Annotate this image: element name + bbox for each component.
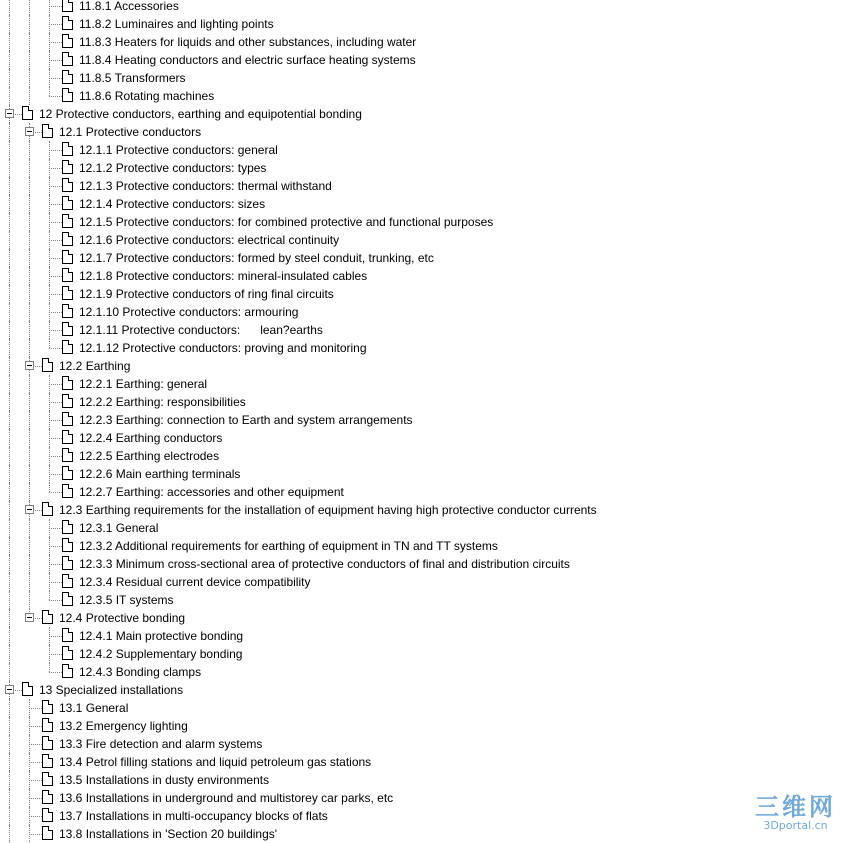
- document-icon: [62, 520, 73, 534]
- tree-leaf-item[interactable]: [0, 807, 844, 825]
- tree-connector-line: [49, 24, 62, 25]
- tree-leaf-item[interactable]: [0, 663, 844, 681]
- tree-guide-line: [29, 573, 30, 591]
- collapse-toggle-icon[interactable]: [25, 613, 34, 622]
- tree-item-label[interactable]: 12.1.5 Protective conductors: for combined protective and functional purposes: [79, 215, 494, 229]
- document-icon: [62, 196, 73, 210]
- tree-leaf-item[interactable]: [0, 537, 844, 555]
- tree-guide-line: [29, 411, 30, 429]
- tree-leaf-item[interactable]: [0, 519, 844, 537]
- tree-connector-line: [49, 456, 62, 457]
- document-icon: [42, 502, 53, 516]
- document-icon: [62, 340, 73, 354]
- tree-item-label[interactable]: 12.1.11 Protective conductors: lean?earths: [79, 323, 323, 337]
- tree-item-label[interactable]: 12.2.4 Earthing conductors: [79, 431, 223, 445]
- tree-connector-line: [49, 42, 62, 43]
- tree-guide-line: [9, 717, 10, 735]
- tree-guide-line: [29, 555, 30, 573]
- tree-connector-line: [49, 240, 62, 241]
- tree-guide-line: [49, 0, 50, 15]
- tree-connector-line: [49, 582, 62, 583]
- document-icon: [62, 448, 73, 462]
- document-icon: [62, 628, 73, 642]
- tree-guide-line: [29, 141, 30, 159]
- document-icon: [42, 808, 53, 822]
- document-icon: [62, 0, 73, 12]
- tree-guide-line: [29, 213, 30, 231]
- document-icon: [62, 412, 73, 426]
- tree-guide-line: [29, 465, 30, 483]
- tree-item-label[interactable]: 12.1.9 Protective conductors of ring final circuits: [79, 287, 334, 301]
- tree-item-label[interactable]: 13 Specialized installations: [39, 683, 184, 697]
- tree-item-label[interactable]: 12 Protective conductors, earthing and equipotential bonding: [39, 107, 362, 121]
- tree-item-label[interactable]: 13.5 Installations in dusty environments: [59, 773, 270, 787]
- tree-connector-line: [49, 672, 62, 673]
- tree-item-label[interactable]: 11.8.5 Transformers: [79, 71, 186, 85]
- document-icon: [62, 556, 73, 570]
- tree-connector-line: [49, 546, 62, 547]
- tree-guide-line: [29, 429, 30, 447]
- tree-leaf-item[interactable]: [0, 231, 844, 249]
- document-icon: [62, 394, 73, 408]
- tree-item-label[interactable]: 12.4 Protective bonding: [59, 611, 186, 625]
- tree-connector-line: [49, 330, 62, 331]
- tree-guide-line: [29, 33, 30, 51]
- document-icon: [42, 610, 53, 624]
- tree-leaf-item[interactable]: [0, 465, 844, 483]
- tree-guide-line: [9, 339, 10, 357]
- tree-leaf-item[interactable]: [0, 429, 844, 447]
- document-icon: [62, 574, 73, 588]
- tree-guide-line: [9, 537, 10, 555]
- tree-item-label[interactable]: 12.2.6 Main earthing terminals: [79, 467, 241, 481]
- tree-item-label[interactable]: 12.4.1 Main protective bonding: [79, 629, 244, 643]
- tree-connector-line: [49, 474, 62, 475]
- document-icon: [62, 322, 73, 336]
- tree-leaf-item[interactable]: [0, 789, 844, 807]
- tree-guide-line: [49, 483, 50, 492]
- tree-leaf-item[interactable]: [0, 483, 844, 501]
- tree-guide-line: [29, 159, 30, 177]
- tree-connector-line: [49, 6, 62, 7]
- tree-connector-line: [49, 348, 62, 349]
- collapse-toggle-icon[interactable]: [5, 109, 14, 118]
- tree-item-label[interactable]: 12.2.2 Earthing: responsibilities: [79, 395, 246, 409]
- tree-leaf-item[interactable]: [0, 825, 844, 843]
- tree-leaf-item[interactable]: [0, 303, 844, 321]
- tree-guide-line: [9, 825, 10, 843]
- tree-guide-line: [29, 285, 30, 303]
- tree-item-label[interactable]: 12.2.3 Earthing: connection to Earth and system arrangements: [79, 413, 413, 427]
- tree-guide-line: [9, 789, 10, 807]
- tree-guide-line: [29, 51, 30, 69]
- tree-guide-line: [9, 483, 10, 501]
- tree-item-label[interactable]: 12.4.3 Bonding clamps: [79, 665, 202, 679]
- tree-guide-line: [9, 33, 10, 51]
- tree-guide-line: [29, 321, 30, 339]
- tree-item-label[interactable]: 12.2.7 Earthing: accessories and other equipment: [79, 485, 344, 499]
- tree-leaf-item[interactable]: [0, 33, 844, 51]
- tree-item-label[interactable]: 12.2.5 Earthing electrodes: [79, 449, 220, 463]
- tree-item-label[interactable]: 12.4.2 Supplementary bonding: [79, 647, 243, 661]
- tree-item-label[interactable]: 12.3.4 Residual current device compatibility: [79, 575, 311, 589]
- tree-leaf-item[interactable]: [0, 753, 844, 771]
- tree-item-label[interactable]: 13.3 Fire detection and alarm systems: [59, 737, 263, 751]
- tree-connector-line: [49, 528, 62, 529]
- tree-connector-line: [49, 654, 62, 655]
- tree-guide-line: [29, 195, 30, 213]
- document-icon: [22, 106, 33, 120]
- tree-leaf-item[interactable]: [0, 771, 844, 789]
- tree-guide-line: [9, 15, 10, 33]
- tree-item-label[interactable]: 12.2 Earthing: [59, 359, 131, 373]
- tree-connector-line: [49, 186, 62, 187]
- document-icon: [42, 772, 53, 786]
- tree-guide-line: [29, 0, 30, 15]
- tree-connector-line: [49, 384, 62, 385]
- tree-connector-line: [49, 492, 62, 493]
- tree-item-label[interactable]: 12.3 Earthing requirements for the installation of equipment having high protective conductor currents: [59, 503, 597, 517]
- tree-item-label[interactable]: 12.3.3 Minimum cross-sectional area of protective conductors of final and distribution circuits: [79, 557, 570, 571]
- tree-guide-line: [29, 231, 30, 249]
- tree-guide-line: [29, 303, 30, 321]
- document-icon: [62, 592, 73, 606]
- tree-item-label[interactable]: 13.4 Petrol filling stations and liquid petroleum gas stations: [59, 755, 372, 769]
- tree-leaf-item[interactable]: [0, 285, 844, 303]
- tree-guide-line: [9, 231, 10, 249]
- document-icon: [62, 16, 73, 30]
- document-icon: [42, 736, 53, 750]
- document-icon: [62, 232, 73, 246]
- tree-connector-line: [29, 834, 42, 835]
- tree-item-label[interactable]: 12.3.1 General: [79, 521, 159, 535]
- tree-guide-line: [9, 519, 10, 537]
- document-icon: [62, 178, 73, 192]
- tree-guide-line: [29, 537, 30, 555]
- document-icon: [62, 250, 73, 264]
- document-icon: [62, 214, 73, 228]
- tree-guide-line: [9, 555, 10, 573]
- tree-connector-line: [49, 204, 62, 205]
- tree-item-label[interactable]: 12.1.10 Protective conductors: armouring: [79, 305, 299, 319]
- tree-connector-line: [29, 798, 42, 799]
- tree-item-label[interactable]: 11.8.3 Heaters for liquids and other substances, including water: [79, 35, 417, 49]
- collapse-toggle-icon[interactable]: [25, 505, 34, 514]
- collapse-toggle-icon[interactable]: [5, 685, 14, 694]
- collapse-toggle-icon[interactable]: [25, 127, 34, 136]
- tree-connector-line: [49, 258, 62, 259]
- tree-folder-item[interactable]: [0, 501, 844, 519]
- document-icon: [22, 682, 33, 696]
- document-icon: [62, 70, 73, 84]
- tree-guide-line: [9, 285, 10, 303]
- tree-leaf-item[interactable]: [0, 0, 844, 15]
- tree-leaf-item[interactable]: [0, 447, 844, 465]
- tree-item-label[interactable]: 13.6 Installations in underground and multistorey car parks, etc: [59, 791, 394, 805]
- watermark-logo: [755, 794, 836, 832]
- tree-folder-item[interactable]: [0, 357, 844, 375]
- tree-guide-line: [49, 339, 50, 348]
- tree-item-label[interactable]: 12.2.1 Earthing: general: [79, 377, 208, 391]
- tree-item-label[interactable]: 12.3.5 IT systems: [79, 593, 174, 607]
- tree-guide-line: [9, 663, 10, 681]
- tree-guide-line: [29, 15, 30, 33]
- tree-connector-line: [49, 564, 62, 565]
- tree-leaf-item[interactable]: [0, 555, 844, 573]
- tree-leaf-item[interactable]: [0, 339, 844, 357]
- tree-guide-line: [29, 519, 30, 537]
- document-icon: [42, 124, 53, 138]
- tree-connector-line: [49, 276, 62, 277]
- tree-leaf-item[interactable]: [0, 591, 844, 609]
- document-icon: [62, 304, 73, 318]
- tree-guide-line: [9, 807, 10, 825]
- tree-item-label[interactable]: 11.8.2 Luminaires and lighting points: [79, 17, 274, 31]
- tree-item-label[interactable]: 12.1.8 Protective conductors: mineral-insulated cables: [79, 269, 368, 283]
- tree-item-label[interactable]: 11.8.6 Rotating machines: [79, 89, 215, 103]
- tree-guide-line: [9, 0, 10, 15]
- document-icon: [42, 700, 53, 714]
- tree-guide-line: [9, 375, 10, 393]
- tree-guide-line: [9, 303, 10, 321]
- tree-guide-line: [9, 213, 10, 231]
- document-icon: [42, 358, 53, 372]
- tree-connector-line: [29, 762, 42, 763]
- document-icon: [62, 466, 73, 480]
- tree-guide-line: [9, 645, 10, 663]
- tree-guide-line: [9, 123, 10, 141]
- tree-guide-line: [9, 699, 10, 717]
- tree-guide-line: [9, 573, 10, 591]
- tree-item-label[interactable]: 12.1.4 Protective conductors: sizes: [79, 197, 266, 211]
- tree-guide-line: [29, 69, 30, 87]
- tree-item-label[interactable]: 13.1 General: [59, 701, 129, 715]
- tree-guide-line: [9, 267, 10, 285]
- tree-guide-line: [9, 609, 10, 627]
- tree-guide-line: [9, 69, 10, 87]
- document-icon: [62, 484, 73, 498]
- tree-item-label[interactable]: 12.1.1 Protective conductors: general: [79, 143, 278, 157]
- tree-connector-line: [29, 726, 42, 727]
- tree-guide-line: [9, 447, 10, 465]
- document-icon: [62, 52, 73, 66]
- tree-guide-line: [49, 87, 50, 96]
- tree-guide-line: [9, 735, 10, 753]
- tree-connector-line: [49, 150, 62, 151]
- tree-folder-item[interactable]: [0, 609, 844, 627]
- watermark-url: 3Dportal.cn: [763, 819, 828, 832]
- tree-item-label[interactable]: 12.1.2 Protective conductors: types: [79, 161, 267, 175]
- tree-leaf-item[interactable]: [0, 375, 844, 393]
- tree-item-label[interactable]: 12.1.12 Protective conductors: proving and monitoring: [79, 341, 367, 355]
- tree-guide-line: [9, 411, 10, 429]
- tree-guide-line: [9, 51, 10, 69]
- tree-leaf-item[interactable]: [0, 393, 844, 411]
- tree-leaf-item[interactable]: [0, 573, 844, 591]
- tree-leaf-item[interactable]: [0, 411, 844, 429]
- tree-leaf-item[interactable]: [0, 213, 844, 231]
- document-icon: [42, 718, 53, 732]
- tree-connector-line: [49, 312, 62, 313]
- document-icon: [62, 34, 73, 48]
- document-icon: [62, 88, 73, 102]
- tree-guide-line: [9, 177, 10, 195]
- tree-connector-line: [29, 708, 42, 709]
- tree-connector-line: [49, 636, 62, 637]
- tree-guide-line: [9, 159, 10, 177]
- tree-connector-line: [49, 222, 62, 223]
- document-icon: [62, 160, 73, 174]
- document-icon: [42, 790, 53, 804]
- tree-connector-line: [29, 816, 42, 817]
- document-icon: [62, 664, 73, 678]
- tree-leaf-item[interactable]: [0, 321, 844, 339]
- tree-leaf-item[interactable]: [0, 717, 844, 735]
- tree-item-label[interactable]: 13.2 Emergency lighting: [59, 719, 188, 733]
- tree-guide-line: [9, 87, 10, 105]
- tree-folder-item[interactable]: [0, 123, 844, 141]
- document-icon: [62, 538, 73, 552]
- tree-connector-line: [49, 438, 62, 439]
- tree-connector-line: [49, 96, 62, 97]
- tree-guide-line: [29, 393, 30, 411]
- tree-item-label[interactable]: 12.3.2 Additional requirements for earthing of equipment in TN and TT systems: [79, 539, 498, 553]
- tree-connector-line: [49, 402, 62, 403]
- document-icon: [62, 268, 73, 282]
- collapse-toggle-icon[interactable]: [25, 361, 34, 370]
- tree-folder-item[interactable]: [0, 105, 844, 123]
- tree-leaf-item[interactable]: [0, 51, 844, 69]
- tree-guide-line: [29, 447, 30, 465]
- tree-leaf-item[interactable]: [0, 141, 844, 159]
- tree-guide-line: [29, 87, 30, 105]
- tree-leaf-item[interactable]: [0, 249, 844, 267]
- tree-leaf-item[interactable]: [0, 177, 844, 195]
- tree-guide-line: [9, 753, 10, 771]
- tree-guide-line: [9, 195, 10, 213]
- tree-guide-line: [29, 483, 30, 501]
- document-icon: [62, 142, 73, 156]
- tree-guide-line: [9, 501, 10, 519]
- tree-guide-line: [9, 627, 10, 645]
- document-icon: [42, 754, 53, 768]
- tree-connector-line: [49, 294, 62, 295]
- tree-guide-line: [9, 321, 10, 339]
- tree-guide-line: [9, 429, 10, 447]
- tree-connector-line: [49, 60, 62, 61]
- tree-folder-item[interactable]: [0, 681, 844, 699]
- tree-item-label[interactable]: 12.1.7 Protective conductors: formed by steel conduit, trunking, etc: [79, 251, 434, 265]
- tree-leaf-item[interactable]: [0, 15, 844, 33]
- tree-item-label[interactable]: 12.1.3 Protective conductors: thermal withstand: [79, 179, 332, 193]
- tree-guide-line: [9, 771, 10, 789]
- tree-leaf-item[interactable]: [0, 87, 844, 105]
- tree-guide-line: [9, 465, 10, 483]
- document-icon: [62, 430, 73, 444]
- tree-connector-line: [49, 78, 62, 79]
- tree-guide-line: [9, 249, 10, 267]
- document-icon: [42, 826, 53, 840]
- tree-leaf-item[interactable]: [0, 699, 844, 717]
- tree-guide-line: [29, 591, 30, 609]
- document-icon: [62, 286, 73, 300]
- tree-guide-line: [9, 591, 10, 609]
- tree-connector-line: [29, 744, 42, 745]
- tree-connector-line: [29, 780, 42, 781]
- tree-guide-line: [29, 267, 30, 285]
- tree-item-label[interactable]: 13.7 Installations in multi-occupancy blocks of flats: [59, 809, 328, 823]
- tree-leaf-item[interactable]: [0, 627, 844, 645]
- tree-guide-line: [9, 393, 10, 411]
- tree-connector-line: [49, 168, 62, 169]
- tree-guide-line: [29, 375, 30, 393]
- tree-guide-line: [9, 357, 10, 375]
- tree-connector-line: [49, 600, 62, 601]
- tree-guide-line: [9, 141, 10, 159]
- tree-leaf-item[interactable]: [0, 195, 844, 213]
- tree-guide-line: [29, 177, 30, 195]
- watermark-text: 三维网: [755, 793, 836, 821]
- tree-item-label[interactable]: 11.8.4 Heating conductors and electric surface heating systems: [79, 53, 416, 67]
- tree-leaf-item[interactable]: [0, 159, 844, 177]
- tree-leaf-item[interactable]: [0, 267, 844, 285]
- tree-item-label[interactable]: 11.8.1 Accessories: [79, 0, 179, 13]
- document-icon: [62, 646, 73, 660]
- tree-connector-line: [49, 420, 62, 421]
- tree-leaf-item[interactable]: [0, 735, 844, 753]
- tree-guide-line: [49, 663, 50, 672]
- tree-guide-line: [49, 591, 50, 600]
- tree-leaf-item[interactable]: [0, 69, 844, 87]
- tree-item-label[interactable]: 12.1.6 Protective conductors: electrical continuity: [79, 233, 340, 247]
- document-icon: [62, 376, 73, 390]
- tree-guide-line: [29, 339, 30, 357]
- tree-guide-line: [29, 249, 30, 267]
- tree-item-label[interactable]: 13.8 Installations in 'Section 20 buildings': [59, 827, 278, 841]
- tree-item-label[interactable]: 12.1 Protective conductors: [59, 125, 202, 139]
- tree-leaf-item[interactable]: [0, 645, 844, 663]
